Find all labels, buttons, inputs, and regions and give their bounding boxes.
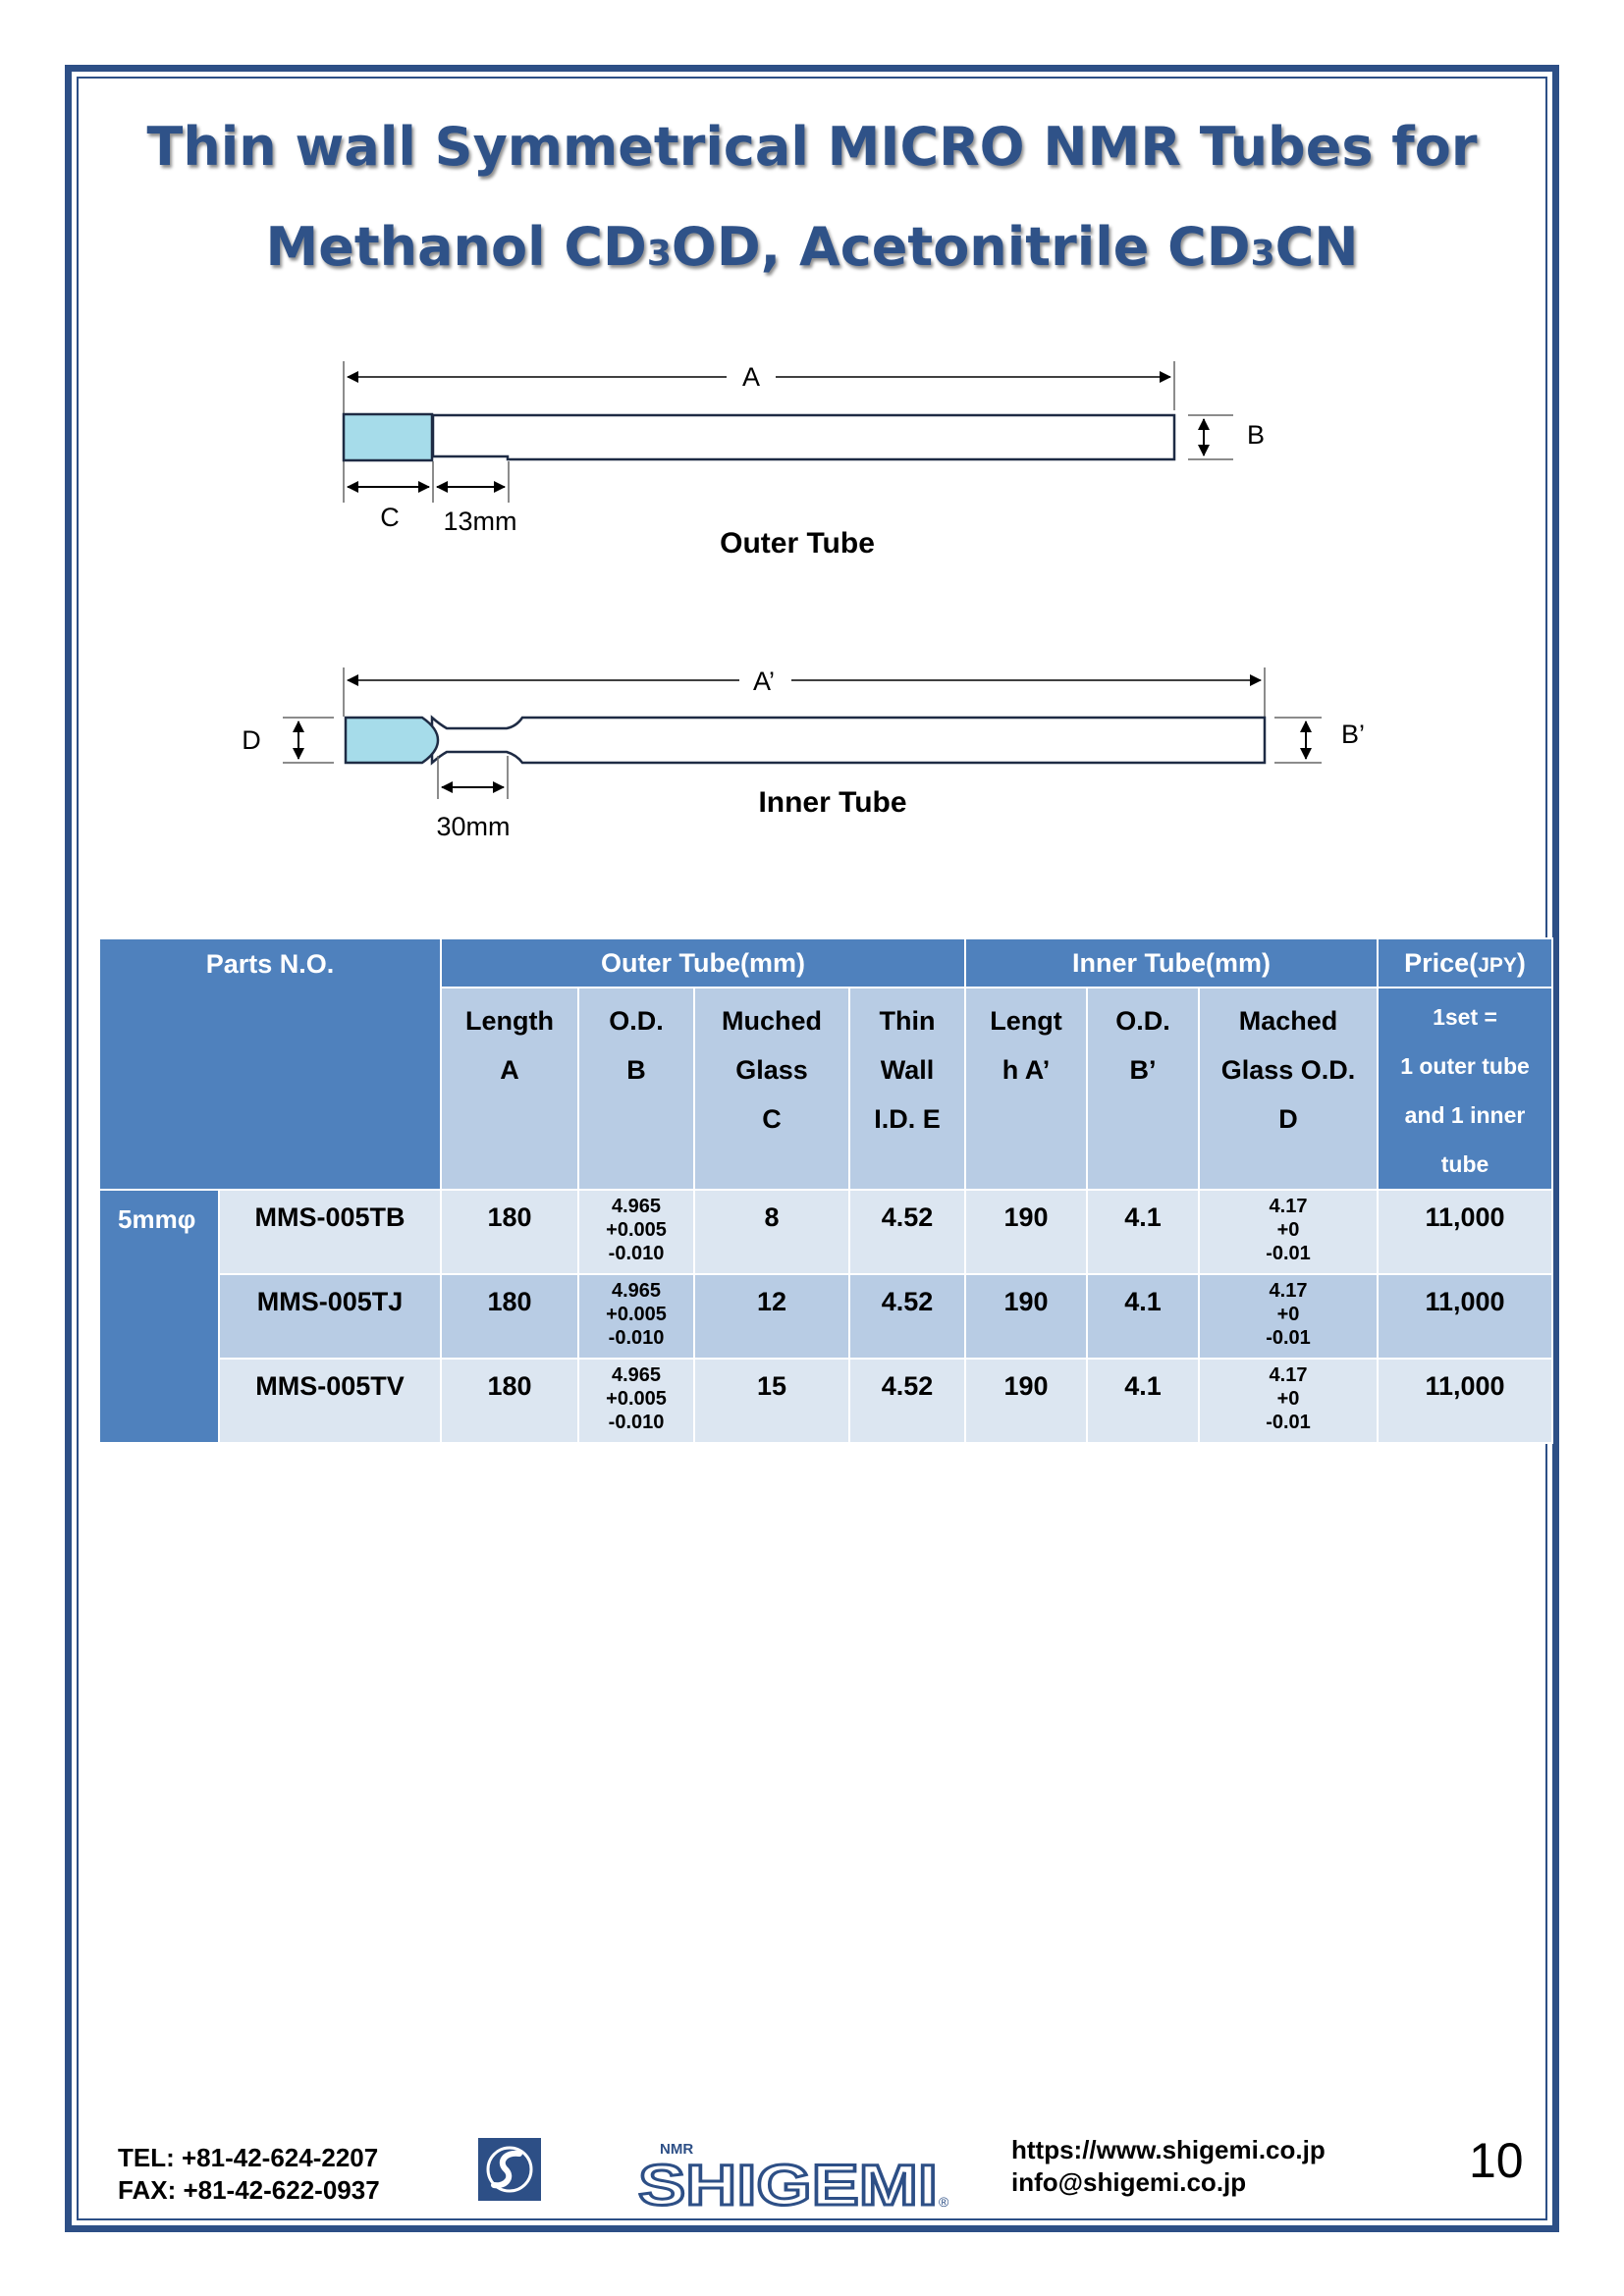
glass-c-value: 8 <box>694 1190 849 1274</box>
glass-d-value: 4.17 +0 -0.01 <box>1199 1274 1378 1359</box>
contact-web <box>1011 2134 1326 2199</box>
header-od-b2: O.D. B’ <box>1087 988 1199 1190</box>
inner-tube-glass-section <box>346 718 438 763</box>
header-od-b: O.D. B <box>578 988 694 1190</box>
website-link[interactable]: https://www.shigemi.co.jp <box>1011 2135 1326 2164</box>
inner-tube-caption: Inner Tube <box>758 786 907 819</box>
logo-registered-mark: ® <box>939 2194 949 2210</box>
header-length-a: Length A <box>441 988 578 1190</box>
thin-wall-value: 4.52 <box>849 1274 965 1359</box>
header-length-a2: Lengt h A’ <box>965 988 1087 1190</box>
dim-30mm-label: 30mm <box>436 812 511 841</box>
logo-brand-text: SHIGEMI <box>638 2154 938 2216</box>
header-inner-tube: Inner Tube(mm) <box>965 938 1378 988</box>
length-a2-value: 190 <box>965 1359 1087 1443</box>
length-a2-value: 190 <box>965 1274 1087 1359</box>
outer-tube-glass-section <box>344 414 432 460</box>
thin-wall-value: 4.52 <box>849 1190 965 1274</box>
page-title-line2: Methanol CD3OD, Acetonitrile CD3CN <box>265 216 1359 278</box>
length-a2-value: 190 <box>965 1190 1087 1274</box>
header-mached-glass: Mached Glass O.D. D <box>1199 988 1378 1190</box>
part-number: MMS-005TB <box>219 1190 441 1274</box>
glass-d-value: 4.17 +0 -0.01 <box>1199 1359 1378 1443</box>
header-price: Price(JPY) <box>1378 938 1552 988</box>
od-b2-value: 4.1 <box>1087 1190 1199 1274</box>
dim-c-label: C <box>380 503 400 532</box>
glass-c-value: 12 <box>694 1274 849 1359</box>
part-number: MMS-005TV <box>219 1359 441 1443</box>
glass-d-value: 4.17 +0 -0.01 <box>1199 1190 1378 1274</box>
tel-text: TEL: +81-42-624-2207 <box>118 2143 379 2172</box>
price-value: 11,000 <box>1378 1274 1552 1359</box>
price-value: 11,000 <box>1378 1359 1552 1443</box>
length-a-value: 180 <box>441 1190 578 1274</box>
inner-tube-body <box>432 718 1265 763</box>
header-thin-wall: Thin Wall I.D. E <box>849 988 965 1190</box>
size-cell: 5mmφ <box>99 1190 219 1443</box>
table-row <box>99 1359 1552 1443</box>
email-link[interactable]: info@shigemi.co.jp <box>1011 2167 1247 2197</box>
header-parts-no: Parts N.O. <box>99 938 441 1190</box>
shigemi-emblem-icon <box>476 2136 543 2203</box>
page-title-line1: Thin wall Symmetrical MICRO NMR Tubes for <box>146 116 1478 178</box>
table-row <box>99 1274 1552 1359</box>
od-b2-value: 4.1 <box>1087 1359 1199 1443</box>
thin-wall-value: 4.52 <box>849 1359 965 1443</box>
header-price-note: 1set = 1 outer tube and 1 inner tube <box>1378 988 1552 1190</box>
dim-a2-label: A’ <box>752 667 776 696</box>
length-a-value: 180 <box>441 1359 578 1443</box>
contact-phone-fax <box>118 2142 380 2207</box>
page-number: 10 <box>1469 2133 1524 2188</box>
od-b-value: 4.965 +0.005 -0.010 <box>578 1359 694 1443</box>
shigemi-logo <box>638 2138 952 2216</box>
length-a-value: 180 <box>441 1274 578 1359</box>
od-b2-value: 4.1 <box>1087 1274 1199 1359</box>
header-muched-glass: Muched Glass C <box>694 988 849 1190</box>
tube-diagram <box>0 0 1624 883</box>
outer-tube-body <box>433 415 1174 459</box>
dim-a-label: A <box>741 362 761 392</box>
dim-b2-label: B’ <box>1341 720 1366 749</box>
inner-tube-drawing <box>242 667 1365 841</box>
outer-tube-caption: Outer Tube <box>720 527 875 560</box>
table-row <box>99 1190 1552 1274</box>
logo-nmr-text: NMR <box>660 2141 694 2158</box>
dim-13mm-label: 13mm <box>443 507 517 536</box>
glass-c-value: 15 <box>694 1359 849 1443</box>
dim-b-label: B <box>1247 420 1266 450</box>
header-outer-tube: Outer Tube(mm) <box>441 938 965 988</box>
price-value: 11,000 <box>1378 1190 1552 1274</box>
spec-table <box>98 937 1553 1444</box>
fax-text: FAX: +81-42-622-0937 <box>118 2175 380 2205</box>
part-number: MMS-005TJ <box>219 1274 441 1359</box>
outer-tube-drawing <box>344 361 1265 560</box>
dim-d-label: D <box>242 725 261 755</box>
od-b-value: 4.965 +0.005 -0.010 <box>578 1274 694 1359</box>
od-b-value: 4.965 +0.005 -0.010 <box>578 1190 694 1274</box>
